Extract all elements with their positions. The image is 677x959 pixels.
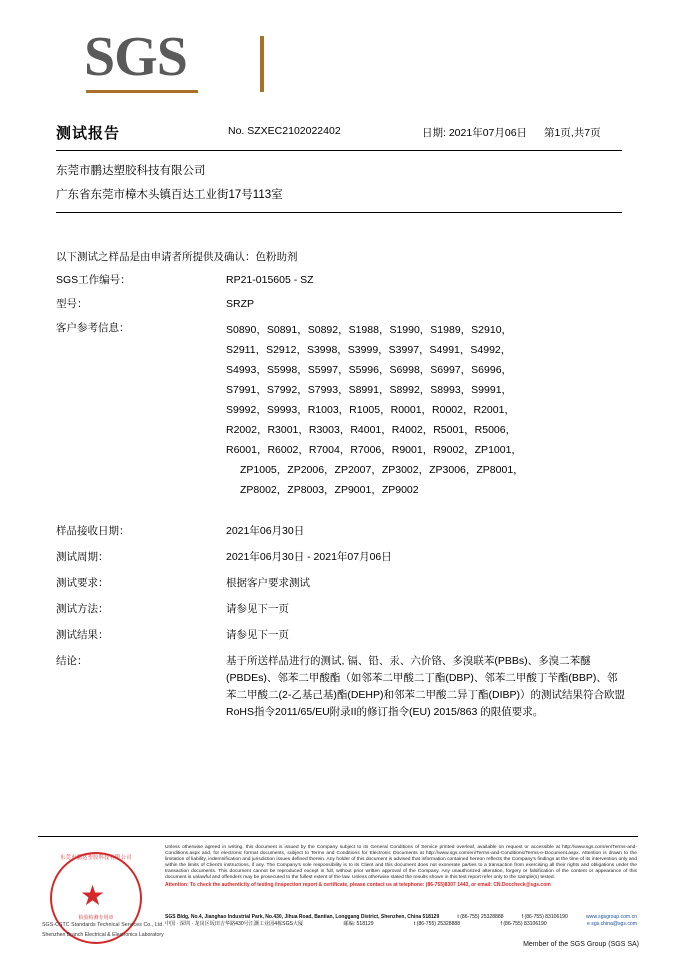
field-row <box>56 296 626 312</box>
field-label: 测试周期： <box>56 551 109 563</box>
field-row <box>56 549 626 565</box>
footer-legal-block <box>165 845 637 888</box>
stamp-caption-line2: Shenzhen Branch Electrical & Electronics Laboratory <box>42 932 164 938</box>
field-row <box>56 601 626 617</box>
field-label: 样品接收日期： <box>56 525 130 537</box>
field-value: SRZP <box>226 298 255 310</box>
logo-underline <box>86 90 198 93</box>
field-label: 型号： <box>56 298 88 310</box>
company-name: 东莞市鹏达塑胶科技有限公司 <box>56 165 206 177</box>
stamp-top-text: 东莞市鹏达塑胶科技有限公司 <box>60 854 132 862</box>
footer-divider <box>38 836 638 837</box>
reference-line: R6001，R6002，R7004，R7006，R9001，R9002，ZP1001， <box>226 444 522 456</box>
field-label: 测试方法： <box>56 603 109 615</box>
field-row-customer-reference <box>56 320 626 500</box>
field-value: RP21-015605 - SZ <box>226 274 314 286</box>
report-date: 日期: 2021年07月06日 <box>422 127 528 139</box>
reference-line: S0890，S0891，S0892，S1988，S1990，S1989，S2910， <box>226 324 513 336</box>
field-row <box>56 575 626 591</box>
member-line: Member of the SGS Group (SGS SA) <box>523 941 639 948</box>
report-number: No. SZXEC2102022402 <box>228 125 341 137</box>
field-label: 客户参考信息： <box>56 322 130 334</box>
field-row <box>56 523 626 539</box>
page-title: 测试报告 <box>56 125 121 142</box>
report-header-row <box>56 122 626 144</box>
field-value: 请参见下一页 <box>226 603 289 615</box>
star-icon: ★ <box>80 880 106 911</box>
address-en: SGS Bldg, No.4, Jianghao Industrial Park, No.430, Jihua Road, Bantian, Longgang District, Shenzhen, China 518129 <box>165 914 440 920</box>
sgs-logo-text: SGS <box>84 26 187 88</box>
field-label: SGS工作编号： <box>56 274 131 286</box>
page-indicator: 第1页,共7页 <box>544 127 601 139</box>
field-value: 根据客户要求测试 <box>226 577 310 589</box>
field-label: 测试结果： <box>56 629 109 641</box>
sample-statement: 以下测试之样品是由申请者所提供及确认：色粉助剂 <box>56 251 298 263</box>
reference-line: S2911，S2912，S3998，S3999，S3997，S4991，S4992， <box>226 344 512 356</box>
address-zip: 邮编: 518129 <box>343 921 374 928</box>
field-table-upper <box>56 272 626 508</box>
company-stamp <box>42 848 164 956</box>
reference-line: ZP8002，ZP8003，ZP9001，ZP9002 <box>240 484 419 496</box>
legal-attention-note: Attention: To check the authenticity of testing /inspection report & certificate, please contact us at telephone: (86-755)8307 1443, or email: CN.Doccheck@sgs.com <box>165 881 551 888</box>
reference-line: R2002，R3001，R3003，R4001，R4002，R5001，R5006， <box>226 424 517 436</box>
footer-address-block <box>165 914 637 928</box>
field-label: 结论： <box>56 655 88 667</box>
reference-line: S9992，S9993，R1003，R1005，R0001，R0002，R2001， <box>226 404 515 416</box>
field-row <box>56 627 626 643</box>
field-value: 请参见下一页 <box>226 629 289 641</box>
reference-line: S7991，S7992，S7993，S8991，S8992，S8993，S9991， <box>226 384 513 396</box>
logo-side-bar <box>260 36 264 92</box>
company-address: 广东省东莞市樟木头镇百达工业街17号113室 <box>56 189 283 201</box>
header-divider <box>56 150 622 151</box>
address-fax-cn: f (86-755) 83106190 <box>500 921 547 928</box>
sgs-logo <box>84 28 284 98</box>
address-website[interactable]: www.sgsgroup.com.cn <box>586 914 637 920</box>
field-value: 2021年06月30日 <box>226 525 305 537</box>
field-value: 2021年06月30日 - 2021年07月06日 <box>226 551 392 563</box>
address-tel: t (86-755) 25328888 <box>457 914 504 920</box>
reference-line: S4993，S5998，S5997，S5996，S6998，S6997，S6996， <box>226 364 513 376</box>
field-label: 测试要求： <box>56 577 109 589</box>
legal-paragraph: Unless otherwise agreed in writing, this document is issued by the Company subject to its General Conditions of Service printed overleaf, available on request or accessible at http://www.sgs.com/en/Terms-and-Conditions.aspx and, for electronic format documents, subject to Terms and Conditions for Electronic Documents at http://www.sgs.com/en/Terms-and-Conditions/Terms-e-Document.aspx. Attention is drawn to the limitation of liability, indemnification and jurisdiction issues defined therein. Any holder of this document is advised that information contained hereon reflects the Company's findings at the time of its intervention only and within the limits of Client's instructions, if any. The Company's sole responsibility is to its Client and this document does not exonerate parties to a transaction from exercising all their rights and obligations under the transaction documents. This document cannot be reproduced except in full, without prior written approval of the Company. Any unauthorized alteration, forgery or falsification of the content or appearance of this document is unlawful and offenders may be prosecuted to the fullest extent of the law. Unless otherwise stated the results shown in this test report refer only to the sample(s) tested. <box>165 845 637 881</box>
address-fax: f (86-755) 83106190 <box>521 914 568 920</box>
stamp-caption-line1: SGS-CSTC Standards Technical Services Co., Ltd. <box>42 922 164 928</box>
address-email[interactable]: e sgs.china@sgs.com <box>587 921 637 928</box>
customer-reference-list <box>226 320 626 500</box>
conclusion-text: 基于所送样品进行的测试, 镉、铅、汞、六价铬、多溴联苯(PBBs)、多溴二苯醚(PBDEs)、邻苯二甲酸酯（如邻苯二甲酸二丁酯(DBP)、邻苯二甲酸丁苄酯(BBP)、邻苯二甲酸二(2-乙基己基)酯(DEHP)和邻苯二甲酸二异丁酯(DIBP)）的测试结果符合欧盟RoHS指令2011/65/EU附录II的修订指令(EU) 2015/863 的限值要求。 <box>226 655 625 718</box>
reference-line: ZP1005，ZP2006，ZP2007，ZP3002，ZP3006，ZP8001， <box>240 464 524 476</box>
address-tel-cn: t (86-755) 25328888 <box>413 921 461 928</box>
company-divider <box>56 212 622 213</box>
field-table-lower <box>56 523 626 731</box>
field-row-conclusion <box>56 653 626 721</box>
stamp-mid-text: 检验检测专用章 <box>78 915 114 921</box>
field-row <box>56 272 626 288</box>
address-cn: 中国 · 深圳 · 龙岗区坂田吉华路430号江灏工业园4栋SGS大厦 <box>165 921 304 928</box>
address-line-cn <box>165 921 637 928</box>
